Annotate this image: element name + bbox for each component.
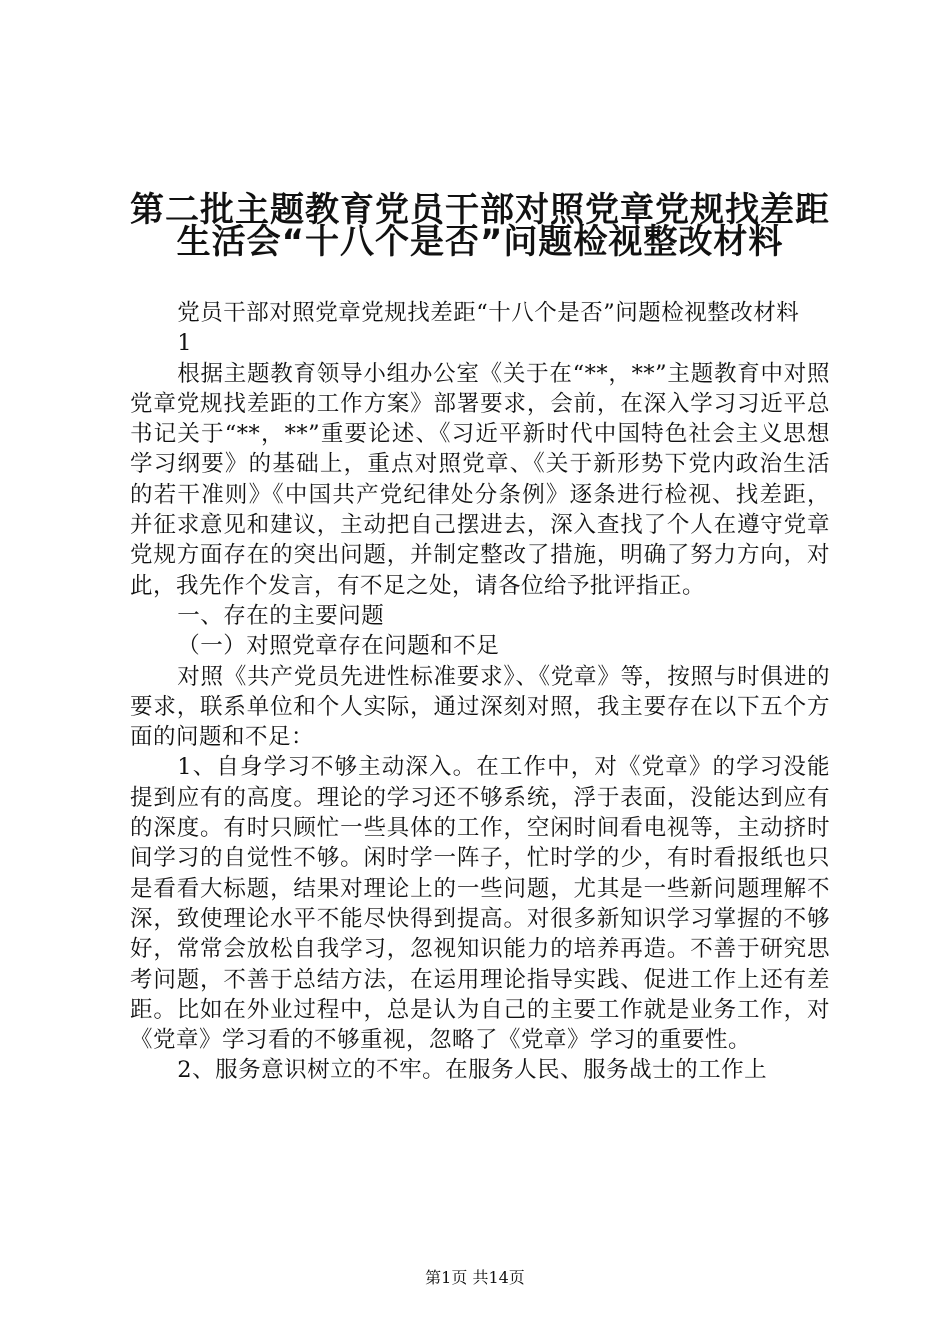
subsection-heading: （一）对照党章存在问题和不足 — [177, 633, 500, 660]
body-paragraph: 1、自身学习不够主动深入。在工作中，对《党章》的学习没能提到应有的高度。理论的学习还不够系统，浮于表面，没能达到应有的深度。有时只顾忙一些具体的工作，空闲时间看电视等，主动挤时间学习的自觉性不够。闲时学一阵子，忙时学的少，有时看报纸也只是看看大标题，结果对理论上的一些问题，尤其是一些新问题理解不深，致使理论水平不能尽快得到提高。对很多新知识学习掌握的不够好，常常会放松自我学习，忽视知识能力的培养再造。不善于研究思考问题，不善于总结方法，在运用理论指导实践、促进工作上还有差距。比如在外业过程中，总是认为自己的主要工作就是业务工作，对《党章》学习看的不够重视，忽略了《党章》学习的重要性。 — [130, 754, 830, 1054]
section-number: 1 — [177, 330, 193, 357]
document-title-line-2: 生活会“十八个是否”问题检视整改材料 — [176, 222, 784, 262]
body-paragraph: 2、服务意识树立的不牢。在服务人民、服务战士的工作上 — [177, 1057, 768, 1084]
intro-paragraph: 根据主题教育领导小组办公室《关于在“**，**”主题教育中对照党章党规找差距的工作方案》部署要求，会前，在深入学习习近平总书记关于“**，**”重要论述、《习近平新时代中国特色社会主义思想学习纲要》的基础上，重点对照党章、《关于新形势下党内政治生活的若干准则》《中国共产党纪律处分条例》逐条进行检视、找差距，并征求意见和建议，主动把自己摆进去，深入查找了个人在遵守党章党规方面存在的突出问题，并制定整改了措施，明确了努力方向，对此，我先作个发言，有不足之处，请各位给予批评指正。 — [130, 360, 830, 599]
page-footer: 第1页 共14页 — [425, 1268, 525, 1287]
section-heading: 一、存在的主要问题 — [177, 602, 385, 629]
document-body — [130, 298, 830, 1086]
body-paragraph: 对照《共产党员先进性标准要求》、《党章》等，按照与时俱进的要求，联系单位和个人实际，通过深刻对照，我主要存在以下五个方面的问题和不足： — [130, 663, 830, 751]
document-title-line-1: 第二批主题教育党员干部对照党章党规找差距 — [130, 190, 830, 230]
subtitle-paragraph: 党员干部对照党章党规找差距“十八个是否”问题检视整改材料 — [177, 300, 800, 326]
